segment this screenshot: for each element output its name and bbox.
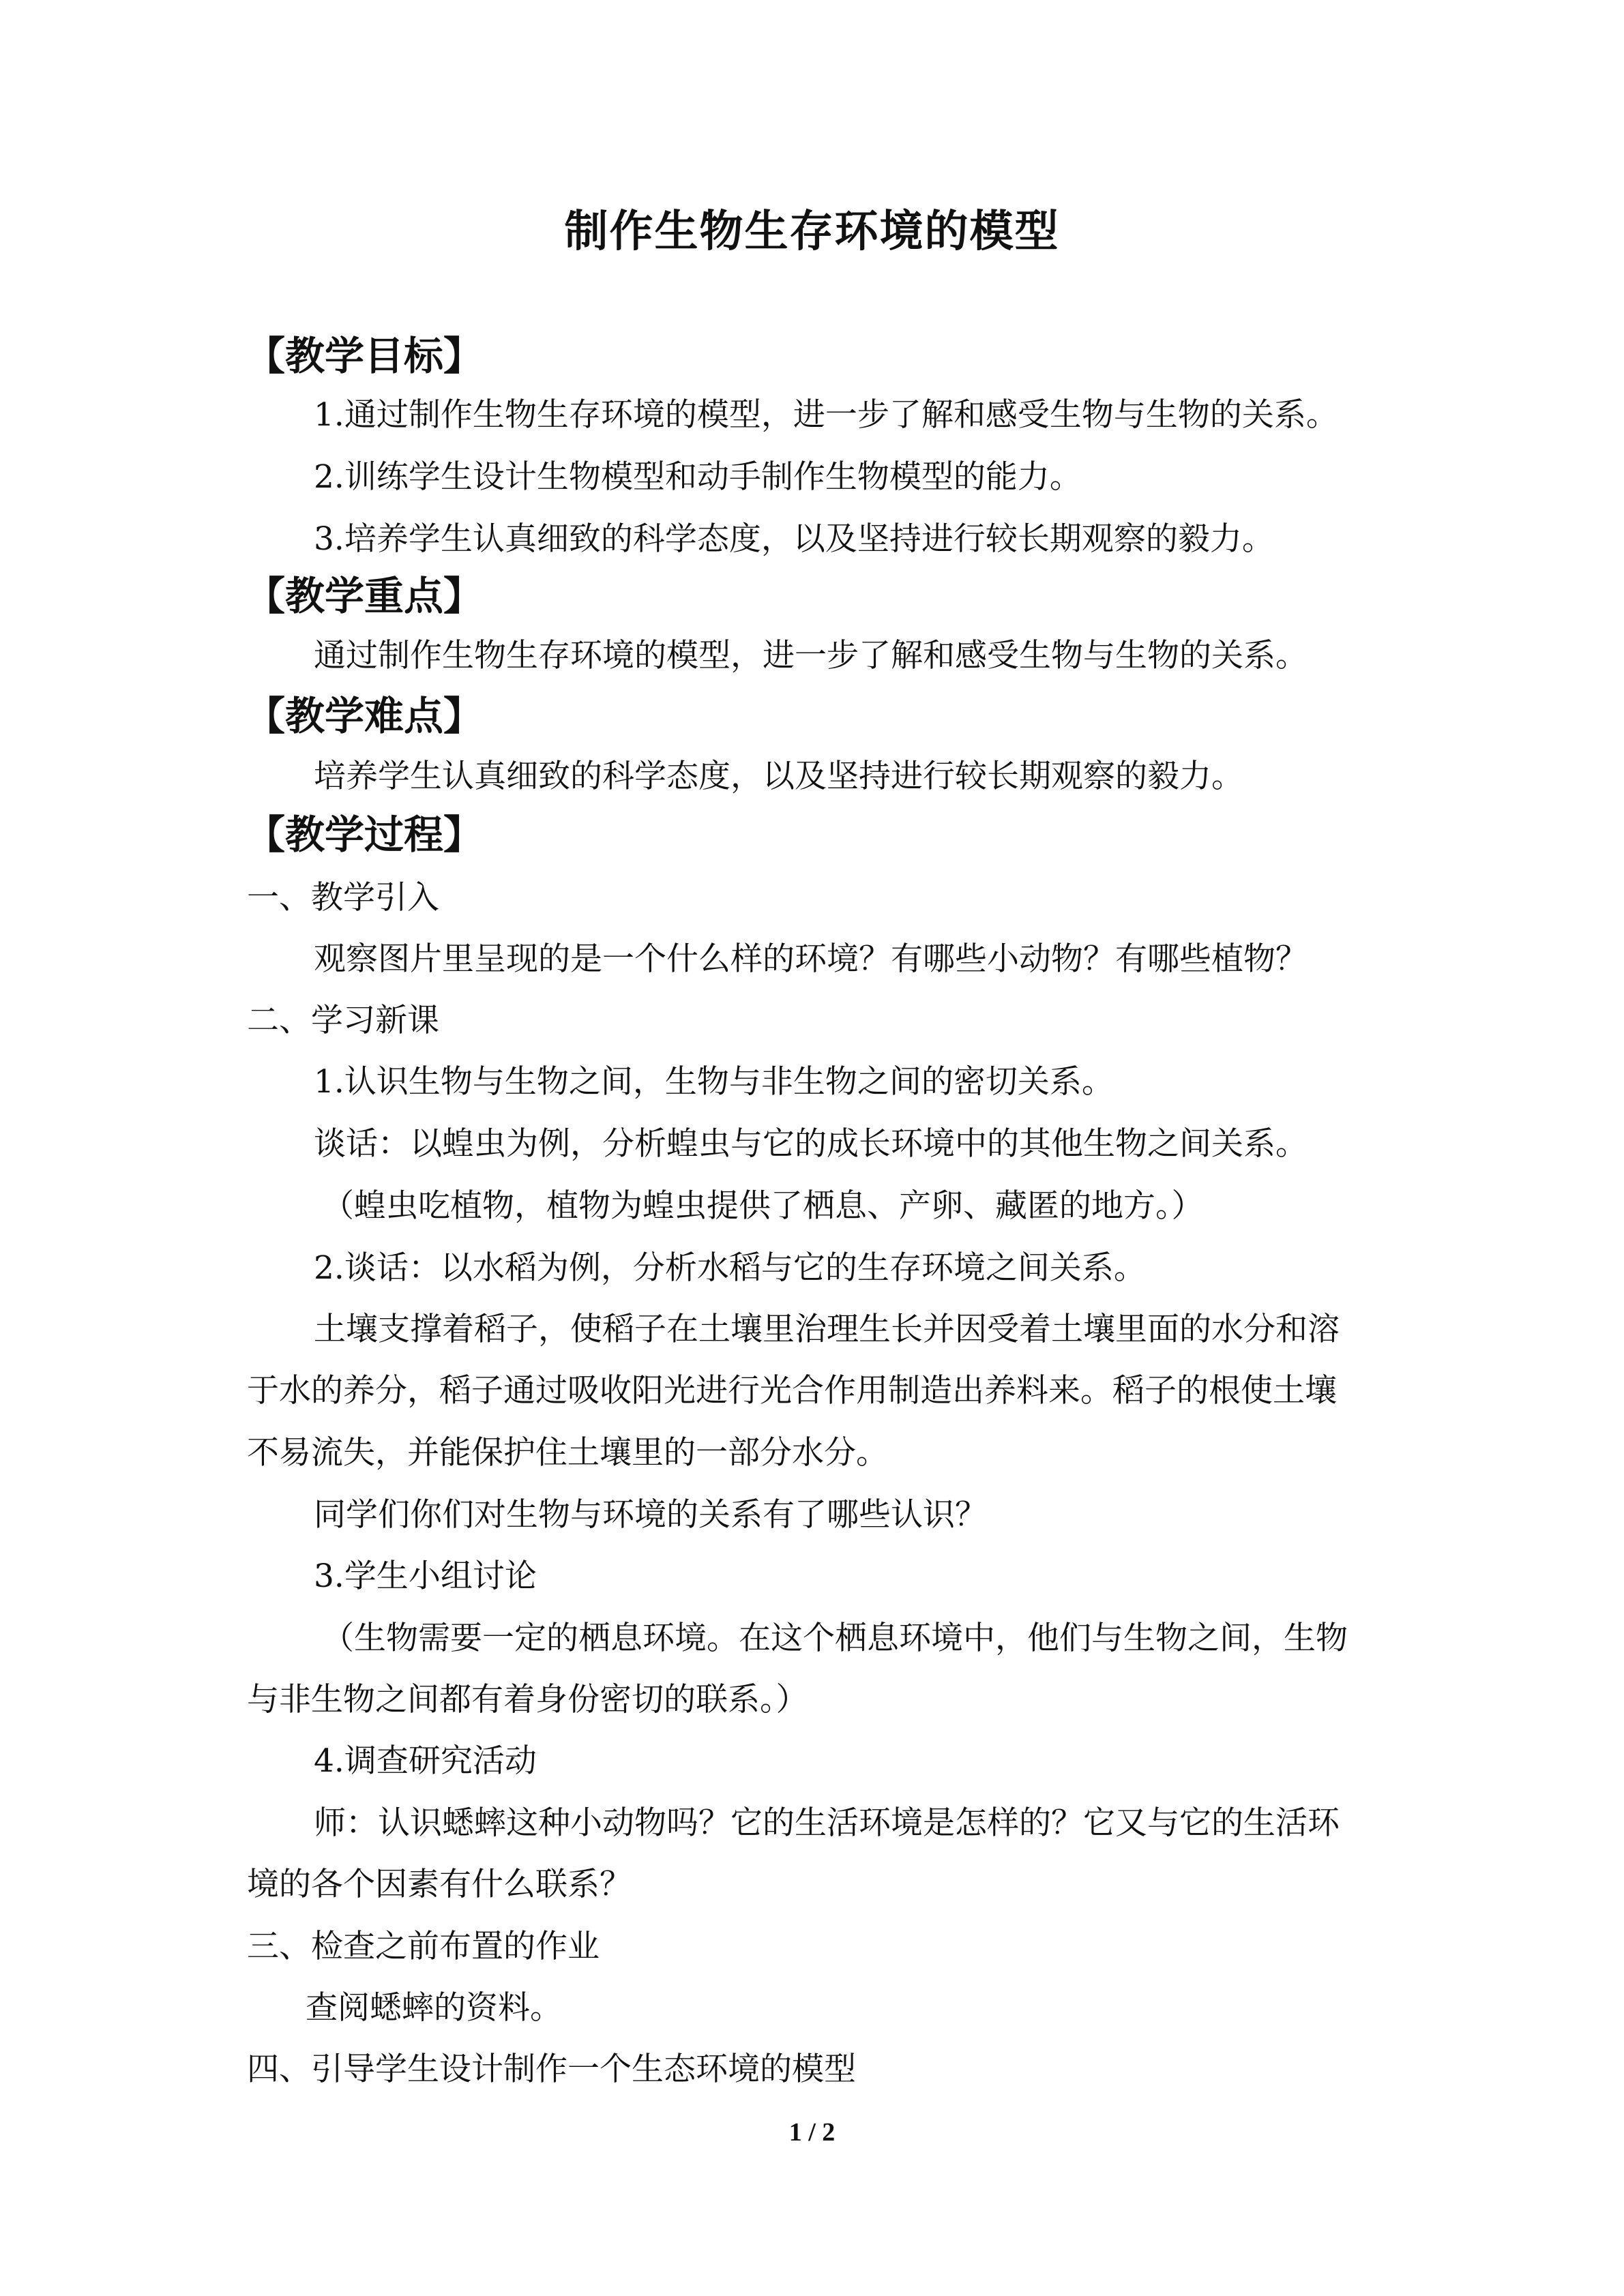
process-subheading-new-lesson: 二、学习新课 bbox=[247, 1002, 439, 1039]
section-heading-difficulties: 【教学难点】 bbox=[246, 693, 484, 739]
process-line: 1.认识生物与生物之间，生物与非生物之间的密切关系。 bbox=[314, 1063, 1114, 1101]
section-heading-key-points: 【教学重点】 bbox=[246, 573, 484, 619]
objective-item-1: 1.通过制作生物生存环境的模型，进一步了解和感受生物与生物的关系。 bbox=[314, 396, 1338, 434]
process-line: 3.学生小组讨论 bbox=[314, 1557, 537, 1595]
process-subheading-homework: 三、检查之前布置的作业 bbox=[247, 1928, 600, 1965]
process-line: 土壤支撑着稻子，使稻子在土壤里治理生长并因受着土壤里面的水分和溶 bbox=[314, 1311, 1340, 1348]
process-line: 谈话：以蝗虫为例，分析蝗虫与它的成长环境中的其他生物之间关系。 bbox=[314, 1125, 1308, 1163]
process-line: （蝗虫吃植物，植物为蝗虫提供了栖息、产卵、藏匿的地方。） bbox=[322, 1187, 1204, 1225]
process-line: 境的各个因素有什么联系？ bbox=[247, 1866, 632, 1903]
process-line: 不易流失，并能保护住土壤里的一部分水分。 bbox=[247, 1434, 888, 1472]
section-heading-objectives: 【教学目标】 bbox=[246, 333, 484, 379]
process-line: 查阅蟋蟀的资料。 bbox=[306, 1989, 562, 2027]
page-number: 1 / 2 bbox=[788, 2118, 836, 2147]
process-line: 同学们你们对生物与环境的关系有了哪些认识？ bbox=[314, 1496, 987, 1534]
objective-item-2: 2.训练学生设计生物模型和动手制作生物模型的能力。 bbox=[314, 458, 1082, 496]
process-subheading-intro: 一、教学引入 bbox=[247, 879, 439, 916]
document-title: 制作生物生存环境的模型 bbox=[564, 207, 1060, 257]
process-subheading-design: 四、引导学生设计制作一个生态环境的模型 bbox=[247, 2051, 856, 2088]
process-line: 与非生物之间都有着身份密切的联系。） bbox=[247, 1681, 808, 1718]
process-line: 4.调查研究活动 bbox=[314, 1742, 537, 1780]
section-heading-process: 【教学过程】 bbox=[246, 811, 484, 858]
process-line: 2.谈话：以水稻为例，分析水稻与它的生存环境之间关系。 bbox=[314, 1249, 1146, 1287]
objective-item-3: 3.培养学生认真细致的科学态度，以及坚持进行较长期观察的毅力。 bbox=[314, 520, 1274, 558]
process-line: 师：认识蟋蟀这种小动物吗？它的生活环境是怎样的？它又与它的生活环 bbox=[314, 1804, 1340, 1842]
key-points-text: 通过制作生物生存环境的模型，进一步了解和感受生物与生物的关系。 bbox=[314, 637, 1308, 674]
process-line: 观察图片里呈现的是一个什么样的环境？有哪些小动物？有哪些植物？ bbox=[314, 940, 1308, 978]
process-line: （生物需要一定的栖息环境。在这个栖息环境中，他们与生物之间，生物 bbox=[322, 1620, 1348, 1657]
difficulties-text: 培养学生认真细致的科学态度，以及坚持进行较长期观察的毅力。 bbox=[314, 758, 1243, 795]
process-line: 于水的养分，稻子通过吸收阳光进行光合作用制造出养料来。稻子的根使土壤 bbox=[247, 1372, 1337, 1410]
